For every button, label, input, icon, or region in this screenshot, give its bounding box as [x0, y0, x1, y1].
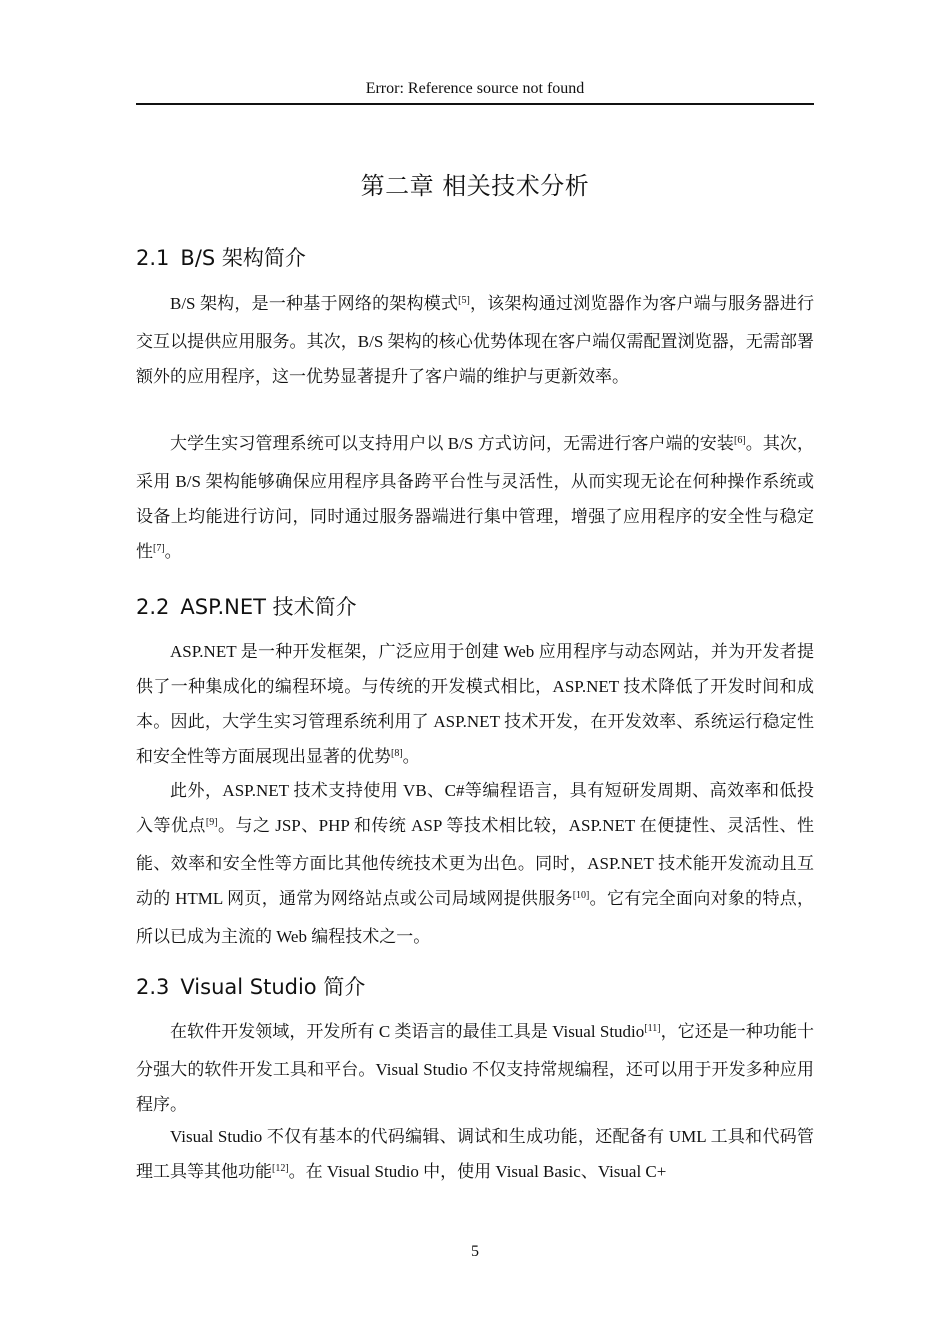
citation-ref: [7]	[153, 543, 165, 554]
paragraph-text: 。	[402, 747, 420, 766]
page-number: 5	[471, 1243, 479, 1260]
running-header: Error: Reference source not found	[365, 80, 585, 97]
citation-ref: [5]	[458, 295, 470, 306]
paragraph-text: 。其次，采用 B/S 架构能够确保应用程序具备跨平台性与灵活性，从而实现无论在何种操作系统或设备上均能进行访问，同时通过服务器端进行集中管理，增强了应用程序的安全性与稳定性	[136, 434, 815, 561]
paragraph-text: 此外，ASP.NET 技术支持使用 VB、C#等编程语言，具有短研发周期、高效率和低投入等优点	[136, 781, 814, 835]
paragraph	[136, 634, 814, 777]
paragraph-text: ，该架构通过浏览器作为客户端与服务器进行交互以提供应用服务。其次，B/S 架构的核心优势体现在客户端仅需配置浏览器，无需部署额外的应用程序，这一优势显著提升了客户端的维护与更新效率。	[136, 294, 814, 386]
chapter-title: 第二章 相关技术分析	[360, 172, 590, 200]
paragraph-text: 。在 Visual Studio 中，使用 Visual Basic、Visual C+	[288, 1162, 667, 1181]
paragraph	[136, 286, 814, 394]
paragraph-text: ASP.NET 是一种开发框架，广泛应用于创建 Web 应用程序与动态网站，并为开发者提供了一种集成化的编程环境。与传统的开发模式相比，ASP.NET 技术降低了开发时间和成本。因此，大学生实习管理系统利用了 ASP.NET 技术开发，在开发效率、系统运行稳定性和安全性等方面展现出显著的优势	[136, 642, 814, 766]
citation-ref: [10]	[572, 890, 590, 901]
section-heading-2-3	[136, 971, 365, 1001]
citation-ref: [9]	[205, 817, 218, 828]
section-heading-2-1	[136, 242, 306, 272]
paragraph	[136, 773, 814, 954]
paragraph-text: Visual Studio 不仅有基本的代码编辑、调试和生成功能，还配备有 UML 工具和代码管理工具等其他功能	[136, 1127, 814, 1181]
paragraph-text: 。与之 JSP、PHP 和传统 ASP 等技术相比较，ASP.NET 在便捷性、灵活性、性能、效率和安全性等方面比其他传统技术更为出色。同时，ASP.NET 技术能开发流动且互动的 HTML 网页，通常为网络站点或公司局域网提供服务	[136, 816, 814, 908]
section-title: ASP.NET 技术简介	[180, 595, 357, 619]
section-title: B/S 架构简介	[180, 246, 306, 270]
header-rule	[136, 103, 814, 105]
section-number: 2.2	[136, 595, 170, 619]
citation-ref: [8]	[391, 748, 403, 759]
paragraph	[136, 1014, 814, 1122]
paragraph	[136, 426, 814, 572]
paragraph-text: 大学生实习管理系统可以支持用户以 B/S 方式访问，无需进行客户端的安装	[170, 434, 734, 453]
citation-ref: [12]	[272, 1163, 289, 1174]
citation-ref: [11]	[644, 1023, 661, 1034]
paragraph-text: 在软件开发领域，开发所有 C 类语言的最佳工具是 Visual Studio	[170, 1022, 645, 1041]
paragraph-text: 。它有完全面向对象的特点，所以已成为主流的 Web 编程技术之一。	[136, 889, 815, 946]
paragraph-text: B/S 架构，是一种基于网络的架构模式	[170, 294, 459, 313]
section-number: 2.3	[136, 975, 170, 999]
paragraph	[136, 1119, 814, 1192]
citation-ref: [6]	[733, 435, 746, 446]
section-number: 2.1	[136, 246, 170, 270]
section-title: Visual Studio 简介	[180, 975, 366, 999]
section-heading-2-2	[136, 591, 357, 621]
paragraph-text: 。	[164, 542, 182, 561]
paragraph-text: ，它还是一种功能十分强大的软件开发工具和平台。Visual Studio 不仅支持常规编程，还可以用于开发多种应用程序。	[136, 1022, 814, 1114]
